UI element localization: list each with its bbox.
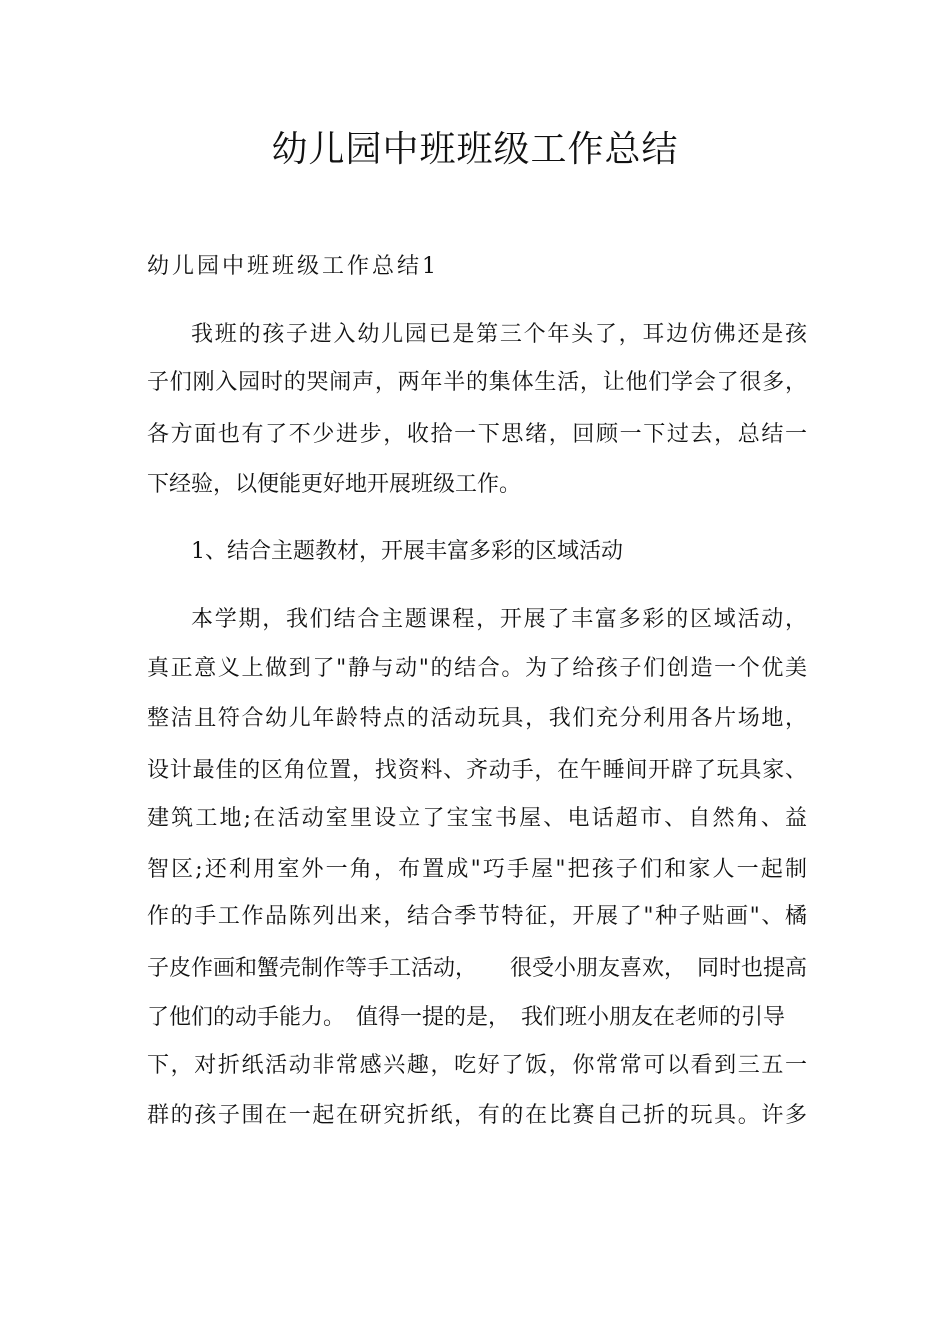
paragraph-line: 子皮作画和蟹壳制作等手工活动， 很受小朋友喜欢， 同时也提高	[147, 956, 808, 981]
subheading: 1、结合主题教材，开展丰富多彩的区域活动	[191, 539, 623, 564]
paragraph-line: 各方面也有了不少进步，收拾一下思绪，回顾一下过去，总结一	[147, 422, 807, 447]
paragraph-line: 群的孩子围在一起在研究折纸，有的在比赛自己折的玩具。许多	[147, 1103, 807, 1128]
paragraph-line: 智区;还利用室外一角，布置成"巧手屋"把孩子们和家人一起制	[147, 857, 807, 882]
paragraph-line: 本学期，我们结合主题课程，开展了丰富多彩的区域活动，	[191, 607, 807, 632]
paragraph-line: 建筑工地;在活动室里设立了宝宝书屋、电话超市、自然角、益	[147, 806, 807, 831]
paragraph-line: 了他们的动手能力。 值得一提的是， 我们班小朋友在老师的引导	[147, 1005, 786, 1030]
paragraph-line: 设计最佳的区角位置，找资料、齐动手，在午睡间开辟了玩具家、	[147, 758, 807, 783]
paragraph-line: 子们刚入园时的哭闹声，两年半的集体生活，让他们学会了很多，	[147, 370, 807, 395]
paragraph-line: 我班的孩子进入幼儿园已是第三个年头了，耳边仿佛还是孩	[191, 322, 807, 347]
paragraph-line: 下经验，以便能更好地开展班级工作。	[147, 472, 522, 497]
paragraph-line: 作的手工作品陈列出来，结合季节特征，开展了"种子贴画"、橘	[147, 904, 807, 929]
paragraph-line: 下，对折纸活动非常感兴趣，吃好了饭，你常常可以看到三五一	[147, 1053, 807, 1078]
paragraph-line: 真正意义上做到了"静与动"的结合。为了给孩子们创造一个优美	[147, 656, 807, 681]
section-heading: 幼儿园中班班级工作总结1	[147, 254, 439, 279]
document-title: 幼儿园中班班级工作总结	[271, 129, 679, 170]
paragraph-line: 整洁且符合幼儿年龄特点的活动玩具，我们充分利用各片场地，	[147, 706, 807, 731]
